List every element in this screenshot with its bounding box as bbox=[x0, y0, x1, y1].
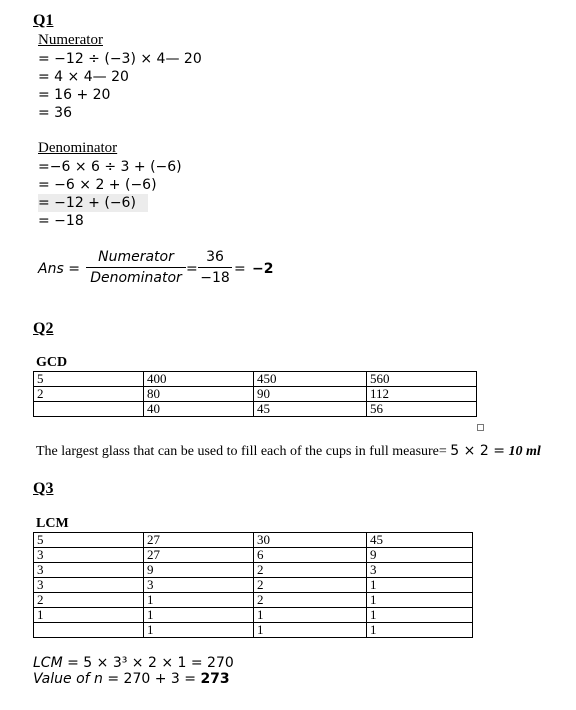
table-cell: 1 bbox=[144, 593, 254, 608]
q1-result: −2 bbox=[252, 261, 274, 277]
table-cell bbox=[34, 623, 144, 638]
table-cell: 1 bbox=[367, 593, 473, 608]
q2-sentence-text: The largest glass that can be used to fill each of the cups in full measure= bbox=[36, 444, 447, 459]
lcm-table bbox=[33, 532, 473, 638]
table-cell: 450 bbox=[254, 372, 367, 387]
table-cell: 45 bbox=[367, 533, 473, 548]
q2-calc: 5 × 2 = bbox=[450, 443, 505, 459]
gcd-table bbox=[33, 371, 477, 417]
q2-sentence bbox=[36, 442, 541, 460]
table-cell: 30 bbox=[254, 533, 367, 548]
equals-sign-2: = bbox=[234, 261, 246, 277]
denominator-line-2: = −6 × 2 + (−6) bbox=[38, 177, 157, 193]
fraction-words-numerator: Numerator bbox=[98, 249, 174, 265]
equals-sign-1: = bbox=[186, 261, 198, 277]
table-row bbox=[34, 372, 477, 387]
value-equation bbox=[33, 670, 230, 688]
table-cell: 2 bbox=[34, 387, 144, 402]
table-cell: 2 bbox=[254, 578, 367, 593]
table-cell bbox=[34, 402, 144, 417]
table-cell: 3 bbox=[144, 578, 254, 593]
lcm-expression: = 5 × 3³ × 2 × 1 = 270 bbox=[67, 655, 234, 671]
table-cell: 1 bbox=[367, 578, 473, 593]
table-cell: 3 bbox=[34, 578, 144, 593]
denominator-line-4: = −18 bbox=[38, 213, 84, 229]
table-cell: 400 bbox=[144, 372, 254, 387]
q3-heading: Q3 bbox=[33, 480, 54, 497]
fraction-words-denominator: Denominator bbox=[90, 270, 182, 286]
lcm-label: LCM bbox=[33, 655, 63, 671]
table-cell: 3 bbox=[367, 563, 473, 578]
table-row bbox=[34, 548, 473, 563]
fraction-words bbox=[86, 249, 186, 286]
table-cell: 560 bbox=[367, 372, 477, 387]
value-expression: = 270 + 3 = bbox=[107, 671, 196, 687]
table-cell: 90 bbox=[254, 387, 367, 402]
table-row bbox=[34, 608, 473, 623]
table-cell: 2 bbox=[34, 593, 144, 608]
q1-heading: Q1 bbox=[33, 12, 54, 29]
numerator-label: Numerator bbox=[38, 32, 103, 48]
table-cell: 9 bbox=[144, 563, 254, 578]
fraction-bar bbox=[86, 267, 186, 268]
denominator-line-3: = −12 + (−6) bbox=[38, 194, 148, 212]
fraction-bar bbox=[198, 267, 232, 268]
ans-label: Ans = bbox=[38, 261, 80, 277]
table-cell: 1 bbox=[254, 608, 367, 623]
table-cell: 2 bbox=[254, 563, 367, 578]
table-row bbox=[34, 402, 477, 417]
numerator-line-2: = 4 × 4— 20 bbox=[38, 69, 129, 85]
table-cell: 1 bbox=[367, 623, 473, 638]
table-cell: 40 bbox=[144, 402, 254, 417]
q2-answer: 10 ml bbox=[508, 444, 541, 459]
numerator-line-4: = 36 bbox=[38, 105, 72, 121]
table-cell: 5 bbox=[34, 372, 144, 387]
table-resize-handle[interactable] bbox=[477, 424, 484, 431]
denominator-label: Denominator bbox=[38, 140, 118, 156]
table-row bbox=[34, 578, 473, 593]
fraction-numbers-denominator: −18 bbox=[200, 270, 230, 286]
table-cell: 3 bbox=[34, 548, 144, 563]
gcd-title: GCD bbox=[36, 355, 68, 370]
table-cell: 1 bbox=[144, 608, 254, 623]
numerator-line-3: = 16 + 20 bbox=[38, 87, 111, 103]
value-answer: 273 bbox=[200, 671, 230, 687]
table-cell: 1 bbox=[367, 608, 473, 623]
table-cell: 9 bbox=[367, 548, 473, 563]
table-cell: 27 bbox=[144, 548, 254, 563]
table-cell: 2 bbox=[254, 593, 367, 608]
table-cell: 1 bbox=[254, 623, 367, 638]
numerator-line-1: = −12 ÷ (−3) × 4— 20 bbox=[38, 51, 202, 67]
table-cell: 6 bbox=[254, 548, 367, 563]
denominator-line-1: =−6 × 6 ÷ 3 + (−6) bbox=[38, 159, 182, 175]
table-row bbox=[34, 623, 473, 638]
table-cell: 27 bbox=[144, 533, 254, 548]
table-cell: 112 bbox=[367, 387, 477, 402]
table-cell: 1 bbox=[34, 608, 144, 623]
table-row bbox=[34, 387, 477, 402]
table-cell: 3 bbox=[34, 563, 144, 578]
fraction-numbers bbox=[198, 249, 232, 286]
q2-heading: Q2 bbox=[33, 320, 54, 337]
table-cell: 56 bbox=[367, 402, 477, 417]
table-cell: 1 bbox=[144, 623, 254, 638]
lcm-title: LCM bbox=[36, 516, 69, 531]
table-cell: 45 bbox=[254, 402, 367, 417]
table-row bbox=[34, 533, 473, 548]
table-row bbox=[34, 563, 473, 578]
table-row bbox=[34, 593, 473, 608]
value-label: Value of n bbox=[33, 671, 103, 687]
table-cell: 80 bbox=[144, 387, 254, 402]
table-cell: 5 bbox=[34, 533, 144, 548]
fraction-numbers-numerator: 36 bbox=[206, 249, 224, 265]
